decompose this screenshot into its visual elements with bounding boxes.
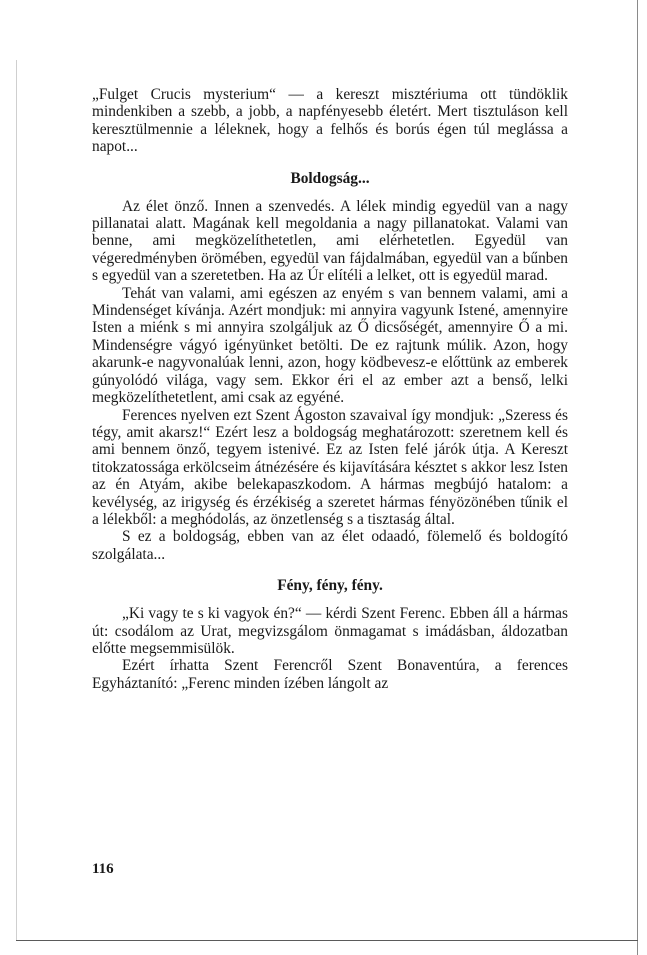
body-paragraph: Az élet önző. Innen a szenvedés. A lélek mindig egyedül van a nagy pillanatai alatt. Magának kell megoldania a nagy pillanatokat. Valami van benne, ami megközelíthetetlen, ami elérhetetlen. Egyedül van végeredményben örömében, egyedül van fájdalmában, egyedül van a bűnben s egyedül van a szeretetben. Ha az Úr elítéli a lelket, ott is egyedül marad. (92, 197, 568, 285)
page-number: 116 (92, 861, 114, 877)
scan-edge-left (16, 60, 17, 940)
intro-paragraph: „Fulget Crucis mysterium“ — a kereszt misztériuma ott tündöklik mindenkiben a szebb, a jobb, a napfényesebb életért. Mert tisztuláson kell keresztülmennie a léleknek, hogy a felhős és borús égen túl meglássa a napot... (92, 86, 568, 156)
scan-edge-right (637, 0, 638, 955)
body-paragraph: S ez a boldogság, ebben van az élet odaadó, fölemelő és boldogító szolgálata... (92, 528, 568, 563)
section-heading-feny: Fény, fény, fény. (277, 577, 383, 595)
body-paragraph: Ferences nyelven ezt Szent Ágoston szavaival így mondjuk: „Szeress és tégy, amit akarsz!“ Ezért lesz a boldogság meghatározott: szeretnem kell és ami bennem önző, tegyem istenivé. Ez az Isten felé járók útja. A Kereszt titokzatossága erkölcseim átnézésére és kijavítására késztet s akkor lesz Isten az én Atyám, akibe belekapaszkodom. A hármas megbújó hatalom: a kevélység, az irigység és érzékiség a szeretet hármas fényözönében tűnik el a lélekből: a meghódolás, az önzetlenség s a tisztaság által. (92, 406, 568, 528)
book-page-text (92, 86, 568, 692)
body-paragraph: Ezért írhatta Szent Ferencről Szent Bonaventúra, a ferences Egyháztanító: „Ferenc minden ízében lángolt az (92, 657, 568, 692)
body-paragraph: Tehát van valami, ami egészen az enyém s van bennem valami, ami a Mindenséget kívánja. Azért mondjuk: mi annyira vagyunk Istené, amennyire Isten a miénk s mi annyira szolgáljuk az Ő dicsőségét, amennyire Ő a mi. Mindenségre vágyó igényünket betölti. De ez rajtunk múlik. Azon, hogy akarunk-e nagyvonalúak lenni, azon, hogy ködbevesz-e előttünk az emberek gúnyolódó világa, vagy sem. Ekkor éri el az ember azt a benső, lelki megközelíthetetlent, ami csak az egyéné. (92, 284, 568, 407)
section-heading-boldogsag: Boldogság... (290, 169, 370, 187)
body-paragraph: „Ki vagy te s ki vagyok én?“ — kérdi Szent Ferenc. Ebben áll a hármas út: csodálom az Urat, megvizsgálom önmagamat s imádásban, áldozatban előtte megsemmisülök. (92, 605, 568, 657)
scan-edge-bottom (16, 940, 638, 941)
